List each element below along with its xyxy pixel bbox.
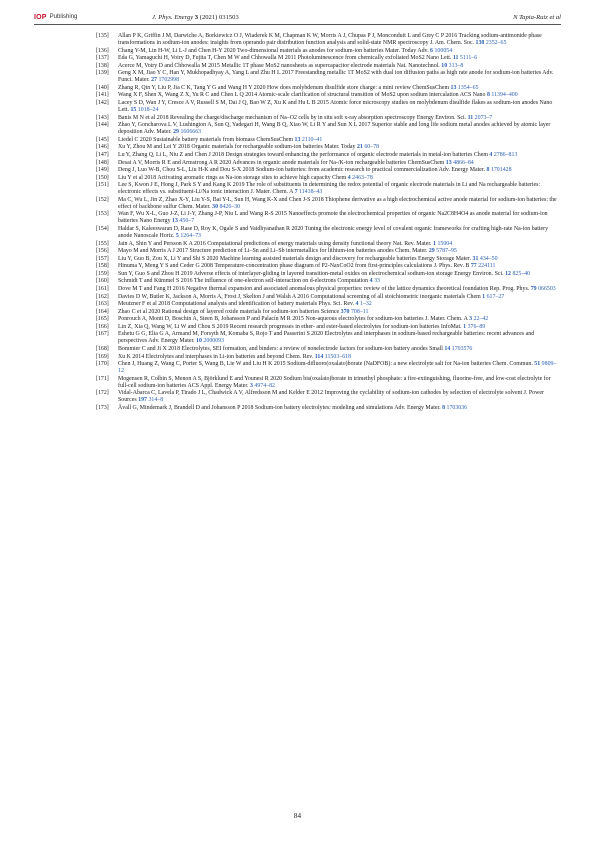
reference-number: [146] xyxy=(96,144,109,151)
reference-pages-link[interactable]: 066503 xyxy=(538,286,556,292)
reference-number: [142] xyxy=(96,100,109,107)
reference-number: [165] xyxy=(96,316,109,323)
reference-number: [163] xyxy=(96,301,109,308)
reference-volume-link[interactable]: 30 xyxy=(212,203,219,210)
reference-pages-link[interactable]: 1703576 xyxy=(451,345,473,352)
reference-text: Jain A, Shin Y and Persson K A 2016 Computational predictions of energy materials using density functional theory Nat. Rev. Mater. xyxy=(118,240,432,247)
reference-number: [160] xyxy=(96,278,109,285)
reference-volume-link[interactable]: 13 xyxy=(450,84,457,91)
reference-item xyxy=(96,62,561,70)
reference-item xyxy=(96,301,561,308)
reference-pages-link[interactable]: 1264–73 xyxy=(180,233,201,240)
reference-item xyxy=(96,70,561,84)
reference-text: Geng X M, Jiao Y C, Han Y, Mukhopadhyay A, Yang L and Zhu H L 2017 Freestanding metallic 1T MoS2 with dual ion diffusion paths as high rate anode for sodium-ion batteries Adv. Funct. Mater. xyxy=(118,70,554,84)
reference-item xyxy=(96,345,561,353)
reference-item xyxy=(96,353,561,361)
reference-text: Banis M N et al 2018 Revealing the charge/discharge mechanism of Na–O2 cells by in situ soft x-ray absorption spectroscopy Energy Environ. Sci. xyxy=(118,114,467,121)
reference-pages-link[interactable]: 8426–30 xyxy=(219,203,241,210)
reference-number: [171] xyxy=(96,375,109,382)
reference-item xyxy=(96,174,561,182)
reference-text: Davies D W, Butler K, Jackson A, Morris A, Frost J, Skelton J and Walsh A 2016 Computational screening of all stoichiometric inorganic materials Chem xyxy=(118,293,481,300)
reference-pages-link[interactable]: 2463–78 xyxy=(352,174,373,181)
reference-number: [150] xyxy=(96,174,109,181)
reference-text: Eshetu G G, Elia G A, Armand M, Forsyth M, Komaba S, Rojo T and Passerini S 2020 Electrolytes and interphases in sodium-based rechargeable batteries: recent advances and perspectives Adv. Energy Mater. xyxy=(118,331,535,345)
reference-item xyxy=(96,248,561,255)
reference-pages-link[interactable]: 4866–84 xyxy=(453,159,474,166)
reference-text: Allan P K, Griffin J M, Darwiche A, Borkiewicz O J, Wiaderek K M, Chapman K W, Morris A J, Chupas P J, Monconduit L and Grey C P 2016 Tracking sodium-antimonide phase transformations in sodium-ion anodes: insights from operando pair distribution function analysis and solid-state NMR spectroscopy J. Am. Chem. Soc. xyxy=(118,33,542,47)
reference-pages-link[interactable]: 11438–43 xyxy=(299,189,323,196)
reference-number: [159] xyxy=(96,270,109,277)
reference-text: Deng J, Luo W-B, Chou S-L, Liu H-K and Dou S-X 2018 Sodium-ion batteries: from academic research to practical commercialization Adv. Energy Mater. xyxy=(118,167,485,174)
reference-number: [140] xyxy=(96,84,109,91)
reference-text: Ma C, Wu L, Jin Z, Zhao X-Y, Liu Y-S, Bai Y-L, Sun H, Wang K-X and Chen J-S 2018 Thiophene derivative as a high electrochemical active anode material for sodium-ion batteries: the effect of backbone sulfur Chem. Mater. xyxy=(118,196,557,210)
header-rule xyxy=(34,24,561,25)
reference-text: Meutzner F et al 2018 Computational analysis and identification of battery materials Phys. Sci. Rev. xyxy=(118,301,355,308)
reference-item xyxy=(96,100,561,114)
reference-pages-link[interactable]: 15004 xyxy=(437,240,453,247)
reference-pages-link[interactable]: 2786–813 xyxy=(493,151,518,158)
reference-number: [147] xyxy=(96,151,109,158)
journal-issue: (2021) 031503 xyxy=(199,13,239,21)
page-header xyxy=(34,10,561,24)
reference-number: [168] xyxy=(96,345,109,352)
reference-item xyxy=(96,375,561,390)
reference-pages-link[interactable]: 2000093 xyxy=(203,338,225,345)
reference-item xyxy=(96,255,561,263)
reference-number: [141] xyxy=(96,92,109,99)
reference-pages-link[interactable]: 1701428 xyxy=(490,167,512,174)
reference-volume-link[interactable]: 4 xyxy=(369,278,373,285)
reference-pages-link[interactable]: 5787–95 xyxy=(436,248,457,255)
reference-number: [143] xyxy=(96,114,109,121)
running-author: N Tapia-Ruiz et al xyxy=(513,13,561,21)
reference-item xyxy=(96,278,561,285)
journal-name: J. Phys. Energy xyxy=(152,13,194,21)
reference-number: [138] xyxy=(96,62,109,69)
journal-volume: 3 xyxy=(194,13,199,21)
reference-text: Wan F, Wu X-L, Guo J-Z, Li J-Y, Zhang J-P, Niu L and Wang R-S 2015 Nanoeffects promote the electrochemical properties of organic Na2C8H4O4 as anode material for sodium-ion batteries Nano Energy xyxy=(118,211,548,225)
reference-pages-link[interactable]: 434–50 xyxy=(479,255,498,262)
reference-number: [154] xyxy=(96,226,109,233)
reference-item xyxy=(96,136,561,144)
reference-text: Chang Y-M, Lin H-W, Li L-J and Chen H-Y 2020 Two-dimensional materials as anodes for sodium-ion batteries Mater. Today Adv. xyxy=(118,47,429,54)
reference-item xyxy=(96,308,561,316)
reference-pages-link[interactable]: 11503–618 xyxy=(324,353,352,360)
reference-pages-link[interactable]: 1606663 xyxy=(180,129,202,136)
reference-volume-link[interactable]: 1 xyxy=(433,240,436,247)
reference-text: Mayo M and Morris A J 2017 Structure prediction of Li–Sn and Li–Sb intermetallics for lithium-ion batteries anodes Chem. Mater. xyxy=(118,248,428,255)
reference-volume-link[interactable]: 1 xyxy=(463,323,467,330)
reference-volume-link[interactable]: 29 xyxy=(173,129,179,136)
reference-number: [136] xyxy=(96,47,109,54)
reference-pages-link[interactable]: 2352–65 xyxy=(485,40,507,47)
reference-text: Vidal-Abarca C, Lavela P, Tirado J L, Chadwick A V, Alfredsson M and Kelder E 2012 Improving the cyclability of sodium-ion cathodes by selection of electrolyte solvent J. Power Sources xyxy=(118,390,544,404)
reference-pages-link[interactable]: 1354–65 xyxy=(457,84,479,91)
reference-volume-link[interactable]: 11 xyxy=(467,114,474,121)
reference-pages-link[interactable]: 60–78 xyxy=(364,144,380,151)
reference-pages-link[interactable]: 5111–6 xyxy=(459,55,478,62)
reference-pages-link[interactable]: 617–27 xyxy=(486,293,505,300)
reference-number: [157] xyxy=(96,255,109,262)
reference-volume-link[interactable]: 13 xyxy=(294,136,301,143)
reference-item xyxy=(96,390,561,404)
reference-text: Schmidt T and Kümmel S 2016 The influence of one-electron self-interaction on d-electrons Computation xyxy=(118,278,369,285)
reference-volume-link[interactable]: 29 xyxy=(428,248,435,255)
reference-pages-link[interactable]: 1703036 xyxy=(446,404,468,411)
reference-number: [156] xyxy=(96,248,109,255)
reference-volume-link[interactable]: 10 xyxy=(441,62,448,69)
reference-pages-link[interactable]: 450–7 xyxy=(179,218,195,225)
reference-item xyxy=(96,33,561,47)
reference-volume-link[interactable]: 51 xyxy=(534,361,541,368)
reference-item xyxy=(96,240,561,248)
reference-text: Lacey S D, Wan J Y, Cresce A V, Russell S M, Dai J Q, Bao W Z, Xu K and Hu L B 2015 Atomic force microscopy studies on molybdenum disulfide flakes as sodium-ion anodes Nano Lett. xyxy=(118,100,553,114)
reference-volume-link[interactable]: 1 xyxy=(482,293,486,300)
reference-volume-link[interactable]: 10 xyxy=(196,338,202,345)
reference-pages-link[interactable]: 2073–7 xyxy=(474,114,493,121)
reference-text: Zhang R, Qin Y, Liu P, Jia C K, Tang Y G and Wang H Y 2020 How does molybdenum disulfide store charge: a mini review ChemSusChem xyxy=(118,84,450,91)
reference-volume-link[interactable]: 114 xyxy=(314,353,324,360)
reference-item xyxy=(96,196,561,211)
reference-item xyxy=(96,270,561,278)
reference-pages-link[interactable]: 22–42 xyxy=(473,316,489,323)
reference-volume-link[interactable]: 138 xyxy=(475,40,485,47)
reference-pages-link[interactable]: 825–40 xyxy=(512,270,531,277)
reference-item xyxy=(96,286,561,293)
reference-item xyxy=(96,47,561,55)
reference-text: Desai A V, Morris R E and Armstrong A R 2020 Advances in organic anode materials for Na-/K-ion rechargeable batteries ChemSusChem xyxy=(118,159,445,166)
reference-volume-link[interactable]: 6 xyxy=(430,47,433,54)
reference-item xyxy=(96,404,561,412)
reference-text: Liedel C 2020 Sustainable battery materials from biomass ChemSusChem xyxy=(118,136,294,143)
reference-number: [152] xyxy=(96,196,109,203)
reference-text: Ponrouch A, Monti D, Boschin A, Steen B, Johansson P and Palacín M R 2015 Non-aqueous electrolytes for sodium-ion batteries J. Mater. Chem. A xyxy=(118,316,468,323)
reference-item xyxy=(96,159,561,167)
reference-text: Xu Y, Zhou M and Lei Y 2018 Organic materials for rechargeable sodium-ion batteries Mater. Today xyxy=(118,144,356,151)
reference-volume-link[interactable]: 11 xyxy=(452,55,459,62)
reference-pages-link[interactable]: 376–89 xyxy=(467,323,486,330)
reference-volume-link[interactable]: 3 xyxy=(469,316,473,323)
reference-item xyxy=(96,263,561,270)
reference-number: [162] xyxy=(96,293,109,300)
reference-number: [170] xyxy=(96,361,109,368)
reference-number: [169] xyxy=(96,353,109,360)
reference-volume-link[interactable]: 21 xyxy=(356,144,363,151)
reference-volume-link[interactable]: 7 xyxy=(294,189,298,196)
reference-item xyxy=(96,167,561,174)
reference-number: [145] xyxy=(96,136,109,143)
reference-text: Chen J, Huang Z, Wang C, Porter S, Wang B, Lie W and Liu H K 2015 Sodium-difluoro(oxalato)borate (NaDFOB): a new electrolyte salt for Na-ion batteries Chem. Commun. xyxy=(118,361,533,368)
reference-number: [144] xyxy=(96,122,109,129)
publisher-logo[interactable] xyxy=(34,14,77,21)
reference-number: [167] xyxy=(96,331,109,338)
reference-text: Åvall G, Mindemark J, Brandell D and Johansson P 2018 Sodium-ion battery electrolytes: modeling and simulations Adv. Energy Mater. xyxy=(118,404,441,411)
reference-list xyxy=(96,33,561,413)
publisher-logo-mark: IOP xyxy=(34,13,47,21)
reference-item xyxy=(96,122,561,136)
reference-text: Dove M T and Fang H 2016 Negative thermal expansion and associated anomalous physical properties: review of the lattice dynamics theoretical foundation Rep. Prog. Phys. xyxy=(118,286,530,292)
reference-item xyxy=(96,331,561,345)
reference-pages-link[interactable]: 33 xyxy=(374,278,380,285)
reference-volume-link[interactable]: 3 xyxy=(249,382,253,389)
reference-item xyxy=(96,84,561,92)
reference-volume-link[interactable]: 8 xyxy=(486,92,490,99)
reference-pages-link[interactable]: 11394–400 xyxy=(491,92,518,99)
reference-number: [137] xyxy=(96,55,109,62)
reference-text: Wang X F, Shen X, Wang Z X, Yu R C and Chen L Q 2014 Atomic-scale clarification of structural transition of MoS2 upon sodium intercalation ACS Nano xyxy=(118,92,486,99)
reference-item xyxy=(96,182,561,196)
reference-pages-link[interactable]: 708–11 xyxy=(350,308,369,315)
reference-number: [151] xyxy=(96,182,109,189)
reference-item xyxy=(96,323,561,331)
reference-text: Lee S, Kwon J E, Hong J, Park S Y and Kang K 2019 The role of substituents in determining the redox potential of organic electrode materials in Li and Na rechargeable batteries: electronic effects vs. substituent-Li/Na ionic interaction J. Mater. Chem. A xyxy=(118,182,541,196)
reference-volume-link[interactable]: 370 xyxy=(340,308,350,315)
reference-pages-link[interactable]: 314–8 xyxy=(148,397,164,404)
reference-volume-link[interactable]: 27 xyxy=(151,77,157,84)
reference-pages-link[interactable]: 224111 xyxy=(478,263,496,270)
reference-item xyxy=(96,316,561,323)
reference-text: Eda G, Yamaguchi H, Voiry D, Fujita T, Chen M W and Chhowalla M 2011 Photoluminescence from chemically exfoliated MoS2 Nano Lett. xyxy=(118,55,452,62)
reference-volume-link[interactable]: 4 xyxy=(489,151,493,158)
reference-pages-link[interactable]: 9809–12 xyxy=(118,361,557,375)
reference-text: Xu K 2014 Electrolytes and interphases in Li-ion batteries and beyond Chem. Rev. xyxy=(118,353,314,360)
reference-volume-link[interactable]: 77 xyxy=(470,263,477,270)
reference-number: [153] xyxy=(96,211,109,218)
reference-item xyxy=(96,211,561,225)
reference-item xyxy=(96,144,561,151)
reference-text: Acerce M, Voiry D and Chhowalla M 2015 Metallic 1T phase MoS2 nanosheets as supercapacitor electrode materials Nat. Nanotechnol. xyxy=(118,62,440,69)
reference-number: [139] xyxy=(96,70,109,77)
reference-item xyxy=(96,293,561,301)
reference-text: Zhao C et al 2020 Rational design of layered oxide materials for sodium-ion batteries Science xyxy=(118,308,340,315)
reference-text: Liu Y et al 2018 Activating aromatic rings as Na-ion storage sites to achieve high capacity Chem xyxy=(118,174,347,181)
reference-text: Haldar S, Kaleeswaran D, Rase D, Roy K, Ogale S and Vaidhyanathan R 2020 Tuning the electronic energy level of covalent organic frameworks for crafting high-rate Na-ion battery anode Nanoscale Horiz. xyxy=(118,226,549,240)
reference-item xyxy=(96,55,561,62)
reference-number: [135] xyxy=(96,33,109,39)
reference-pages-link[interactable]: 313–8 xyxy=(448,62,464,69)
reference-number: [155] xyxy=(96,240,109,247)
reference-text: Hinuma Y, Meng Y S and Ceder G 2008 Temperature-concentration phase diagram of P2-NaxCoO2 from first-principles calculations J. Phys. Rev. B xyxy=(118,263,470,270)
reference-text: Bommier C and Ji X 2018 Electrolytes, SEI formation, and binders: a review of nonelectrode factors for sodium-ion battery anodes Small xyxy=(118,345,443,352)
journal-citation xyxy=(152,14,239,21)
reference-pages-link[interactable]: 1702998 xyxy=(158,77,180,84)
reference-pages-link[interactable]: 100054 xyxy=(434,47,453,54)
reference-pages-link[interactable]: 1018–24 xyxy=(137,107,159,114)
reference-volume-link[interactable]: 8 xyxy=(486,167,490,174)
reference-item xyxy=(96,226,561,240)
reference-volume-link[interactable]: 14 xyxy=(444,345,451,352)
reference-volume-link[interactable]: 31 xyxy=(472,255,479,262)
reference-number: [164] xyxy=(96,308,109,315)
reference-volume-link[interactable]: 4 xyxy=(355,301,359,308)
reference-item xyxy=(96,151,561,159)
reference-text: Sun Y, Guo S and Zhou H 2019 Adverse effects of interlayer-gliding in layered transition-metal oxides on electrochemical sodium-ion storage Energy Environ. Sci. xyxy=(118,270,504,277)
reference-text: Lu Y, Zhang Q, Li L, Niu Z and Chen J 2018 Design strategies toward enhancing the performance of organic electrode materials in metal-ion batteries Chem xyxy=(118,151,488,158)
reference-number: [158] xyxy=(96,263,109,270)
reference-text: Lin Z, Xia Q, Wang W, Li W and Chou S 2019 Recent research progresses in ether- and ester-based electrolytes for sodium-ion batteries InfoMat. xyxy=(118,323,462,330)
reference-number: [166] xyxy=(96,323,109,330)
reference-volume-link[interactable]: 5 xyxy=(175,233,179,240)
page-number: 84 xyxy=(293,812,302,820)
reference-number: [161] xyxy=(96,286,109,292)
reference-number: [173] xyxy=(96,404,109,411)
reference-text: Mogensen R, Colbin S, Menon A S, Björklund E and Younesi R 2020 Sodium bis(oxalato)borate in trimethyl phosphate: a fire-extinguishing, fluorine-free, and low-cost electrolyte for full-cell sodium-ion batteries ACS Appl. Energy Mater. xyxy=(118,375,551,389)
reference-pages-link[interactable]: 2110–41 xyxy=(301,136,323,143)
reference-number: [148] xyxy=(96,159,109,166)
reference-item xyxy=(96,361,561,375)
reference-pages-link[interactable]: 4974–82 xyxy=(254,382,275,389)
reference-volume-link[interactable]: 15 xyxy=(130,107,137,114)
reference-volume-link[interactable]: 12 xyxy=(505,270,511,277)
reference-pages-link[interactable]: 1–32 xyxy=(359,301,372,308)
reference-volume-link[interactable]: 197 xyxy=(138,397,147,404)
reference-volume-link[interactable]: 13 xyxy=(172,218,178,225)
reference-volume-link[interactable]: 79 xyxy=(530,286,537,292)
reference-volume-link[interactable]: 8 xyxy=(442,404,446,411)
reference-number: [172] xyxy=(96,390,109,397)
reference-text: Zhao Y, Goncharova L V, Lushington A, Sun Q, Yadegari H, Wang B Q, Xiao W, Li R Y and Sun X L 2017 Superior stable and long life sodium metal anodes achieved by atomic layer deposition Adv. Mater. xyxy=(118,122,551,136)
publisher-logo-text: Publishing xyxy=(49,14,78,20)
reference-item xyxy=(96,92,561,99)
reference-volume-link[interactable]: 4 xyxy=(347,174,351,181)
reference-item xyxy=(96,114,561,122)
reference-text: Liu Y, Guo B, Zou X, Li Y and Shi S 2020 Machine learning assisted materials design and discovery for rechargeable batteries Energy Storage Mater. xyxy=(118,255,472,262)
reference-number: [149] xyxy=(96,167,109,174)
reference-volume-link[interactable]: 13 xyxy=(445,159,452,166)
